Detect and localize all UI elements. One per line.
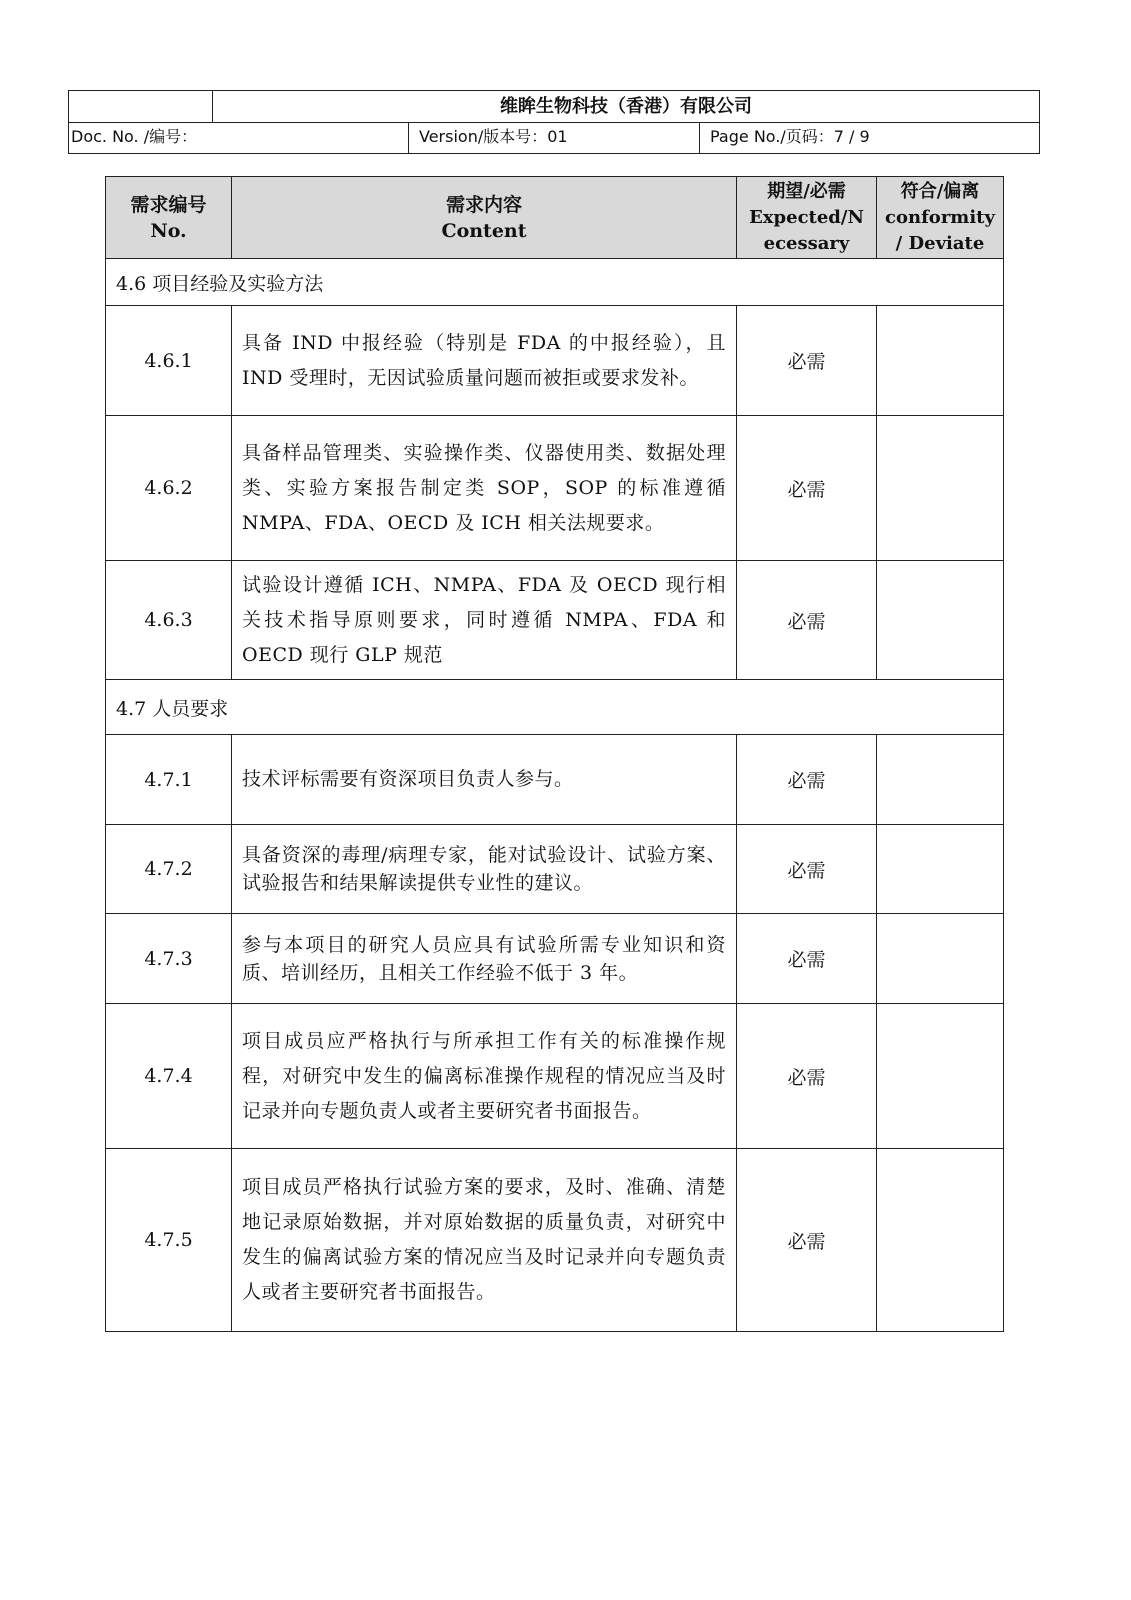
requirement-expected: 必需	[737, 561, 877, 680]
requirement-content: 参与本项目的研究人员应具有试验所需专业知识和资质、培训经历，且相关工作经验不低于 3 年。	[232, 914, 737, 1004]
requirement-number: 4.6.2	[106, 416, 232, 561]
requirement-content: 技术评标需要有资深项目负责人参与。	[232, 735, 737, 825]
table-header-row	[106, 177, 1004, 259]
requirement-conformity	[877, 914, 1004, 1004]
column-header-conformity-cn: 符合/偏离	[900, 180, 980, 202]
requirement-conformity	[877, 416, 1004, 561]
requirement-expected: 必需	[737, 825, 877, 914]
table-row	[106, 1149, 1004, 1332]
table-row	[106, 306, 1004, 416]
table-row	[106, 1004, 1004, 1149]
requirement-number: 4.7.3	[106, 914, 232, 1004]
section-row	[106, 259, 1004, 306]
requirement-content: 具备资深的毒理/病理专家，能对试验设计、试验方案、试验报告和结果解读提供专业性的建议。	[232, 825, 737, 914]
doc-number: Doc. No. /编号：	[69, 123, 409, 153]
requirement-content: 具备样品管理类、实验操作类、仪器使用类、数据处理类、实验方案报告制定类 SOP，SOP 的标准遵循 NMPA、FDA、OECD 及 ICH 相关法规要求。	[232, 416, 737, 561]
logo-cell	[69, 91, 213, 122]
table-row	[106, 825, 1004, 914]
company-name: 维眸生物科技（香港）有限公司	[500, 96, 752, 117]
table-row	[106, 416, 1004, 561]
requirement-content: 具备 IND 中报经验（特别是 FDA 的中报经验），且 IND 受理时，无因试验质量问题而被拒或要求发补。	[232, 306, 737, 416]
requirement-conformity	[877, 306, 1004, 416]
column-header-number-en: No.	[150, 219, 187, 242]
document-header	[68, 90, 1040, 154]
requirement-expected: 必需	[737, 416, 877, 561]
requirements-table	[105, 176, 1004, 1332]
column-header-content-cn: 需求内容	[445, 193, 522, 216]
requirement-number: 4.7.5	[106, 1149, 232, 1332]
requirement-content: 项目成员严格执行试验方案的要求，及时、准确、清楚地记录原始数据，并对原始数据的质量负责，对研究中发生的偏离试验方案的情况应当及时记录并向专题负责人或者主要研究者书面报告。	[232, 1149, 737, 1332]
requirement-conformity	[877, 735, 1004, 825]
requirement-number: 4.7.2	[106, 825, 232, 914]
requirement-expected: 必需	[737, 735, 877, 825]
table-row	[106, 914, 1004, 1004]
requirement-number: 4.7.4	[106, 1004, 232, 1149]
requirement-number: 4.7.1	[106, 735, 232, 825]
table-row	[106, 735, 1004, 825]
column-header-content	[232, 177, 737, 259]
column-header-number	[106, 177, 232, 259]
requirement-conformity	[877, 825, 1004, 914]
column-header-number-cn: 需求编号	[130, 193, 207, 216]
requirement-conformity	[877, 561, 1004, 680]
requirement-content: 项目成员应严格执行与所承担工作有关的标准操作规程，对研究中发生的偏离标准操作规程的情况应当及时记录并向专题负责人或者主要研究者书面报告。	[232, 1004, 737, 1149]
column-header-conformity-en-2: / Deviate	[895, 232, 985, 254]
requirement-expected: 必需	[737, 914, 877, 1004]
version-number: Version/版本号：01	[409, 123, 700, 153]
column-header-expected-en-2: ecessary	[763, 232, 850, 254]
requirement-conformity	[877, 1149, 1004, 1332]
requirement-number: 4.6.1	[106, 306, 232, 416]
section-row	[106, 680, 1004, 735]
section-title: 4.6 项目经验及实验方法	[106, 259, 1004, 306]
column-header-conformity-en-1: conformity	[885, 206, 995, 228]
column-header-expected	[737, 177, 877, 259]
column-header-conformity	[877, 177, 1004, 259]
requirement-number: 4.6.3	[106, 561, 232, 680]
table-row	[106, 561, 1004, 680]
requirement-conformity	[877, 1004, 1004, 1149]
requirement-expected: 必需	[737, 1149, 877, 1332]
section-title: 4.7 人员要求	[106, 680, 1004, 735]
page-number: Page No./页码：7 / 9	[710, 127, 870, 146]
requirement-expected: 必需	[737, 1004, 877, 1149]
requirement-expected: 必需	[737, 306, 877, 416]
column-header-expected-cn: 期望/必需	[767, 180, 846, 202]
column-header-content-en: Content	[441, 219, 527, 242]
requirement-content: 试验设计遵循 ICH、NMPA、FDA 及 OECD 现行相关技术指导原则要求，同时遵循 NMPA、FDA 和 OECD 现行 GLP 规范	[232, 561, 737, 680]
column-header-expected-en-1: Expected/N	[749, 206, 864, 228]
